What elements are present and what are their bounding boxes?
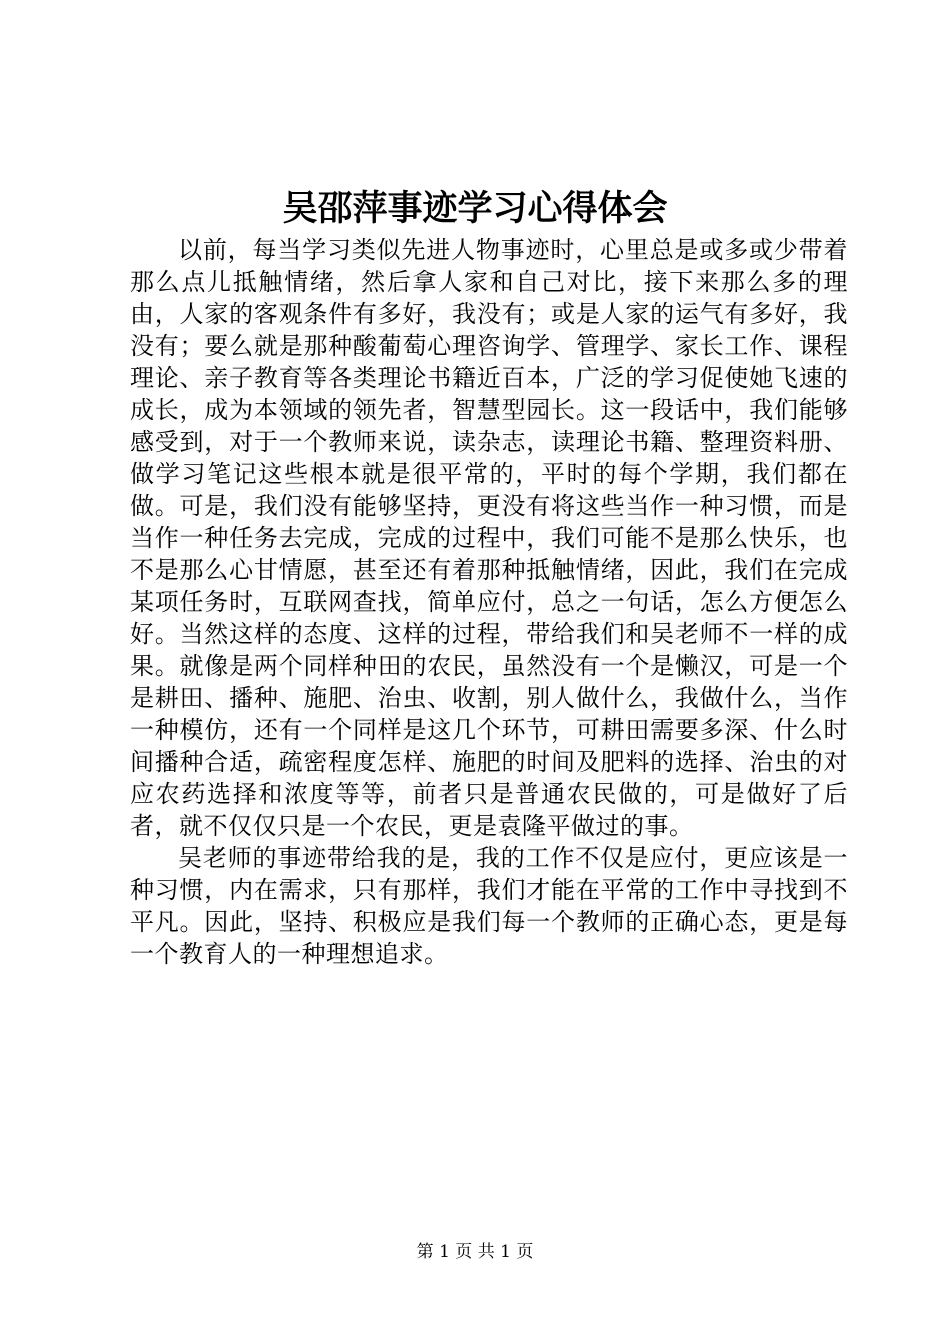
document-title: 吴邵萍事迹学习心得体会 xyxy=(282,188,668,229)
paragraph-2: 吴老师的事迹带给我的是，我的工作不仅是应付，更应该是一种习惯，内在需求，只有那样，我们才能在平常的工作中寻找到不平凡。因此，坚持、积极应是我们每一个教师的正确心态，更是每一个教育人的一种理想追求。 xyxy=(130,844,848,968)
paragraph-1: 以前，每当学习类似先进人物事迹时，心里总是或多或少带着那么点儿抵触情绪，然后拿人家和自己对比，接下来那么多的理由，人家的客观条件有多好，我没有；或是人家的运气有多好，我没有；要么就是那种酸葡萄心理咨询学、管理学、家长工作、课程理论、亲子教育等各类理论书籍近百本，广泛的学习促使她飞速的成长，成为本领域的领先者，智慧型园长。这一段话中，我们能够感受到，对于一个教师来说，读杂志，读理论书籍、整理资料册、做学习笔记这些根本就是很平常的，平时的每个学期，我们都在做。可是，我们没有能够坚持，更没有将这些当作一种习惯，而是当作一种任务去完成，完成的过程中，我们可能不是那么快乐，也不是那么心甘情愿，甚至还有着那种抵触情绪，因此，我们在完成某项任务时，互联网查找，简单应付，总之一句话，怎么方便怎么好。当然这样的态度、这样的过程，带给我们和吴老师不一样的成果。就像是两个同样种田的农民，虽然没有一个是懒汉，可是一个是耕田、播种、施肥、治虫、收割，别人做什么，我做什么，当作一种模仿，还有一个同样是这几个环节，可耕田需要多深、什么时间播种合适，疏密程度怎样、施肥的时间及肥料的选择、治虫的对应农药选择和浓度等等，前者只是普通农民做的，可是做好了后者，就不仅仅只是一个农民，更是袁隆平做过的事。 xyxy=(130,236,848,840)
page-footer: 第 1 页 共 1 页 xyxy=(416,1242,534,1262)
document-body xyxy=(130,234,848,970)
